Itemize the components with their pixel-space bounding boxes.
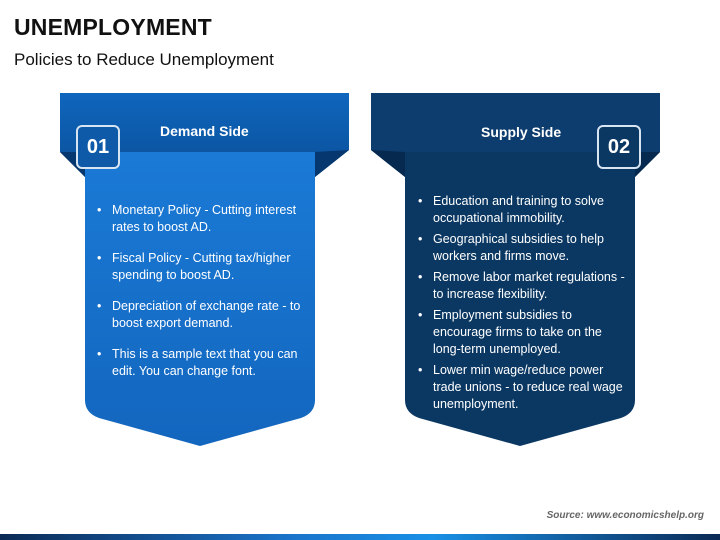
list-item: • Fiscal Policy - Cutting tax/higher spending to boost AD. <box>97 250 307 284</box>
slide-subtitle: Policies to Reduce Unemployment <box>14 50 274 69</box>
slide-title: UNEMPLOYMENT <box>14 14 212 40</box>
supply-side-number-badge: 02 <box>597 125 641 169</box>
source-citation: Source: www.economicshelp.org <box>546 510 704 521</box>
list-item: • Remove labor market regulations - to increase flexibility. <box>418 269 628 303</box>
supply-side-fold-left <box>371 150 405 177</box>
bottom-accent-bar <box>0 534 720 540</box>
list-item: • Lower min wage/reduce power trade unions - to reduce real wage unemployment. <box>418 362 628 413</box>
list-item: • This is a sample text that you can edit. You can change font. <box>97 346 307 380</box>
list-item: • Education and training to solve occupational immobility. <box>418 193 628 227</box>
demand-side-fold-right <box>315 150 349 177</box>
list-item: • Depreciation of exchange rate - to boost export demand. <box>97 298 307 332</box>
demand-side-number-badge: 01 <box>76 125 120 169</box>
demand-side-heading: Demand Side <box>160 123 249 139</box>
list-item: • Employment subsidies to encourage firms to take on the long-term unemployed. <box>418 307 628 358</box>
supply-side-heading: Supply Side <box>481 124 562 140</box>
list-item: • Monetary Policy - Cutting interest rates to boost AD. <box>97 202 307 236</box>
demand-side-list <box>97 202 307 394</box>
supply-side-list <box>418 193 628 417</box>
list-item: • Geographical subsidies to help workers and firms move. <box>418 231 628 265</box>
